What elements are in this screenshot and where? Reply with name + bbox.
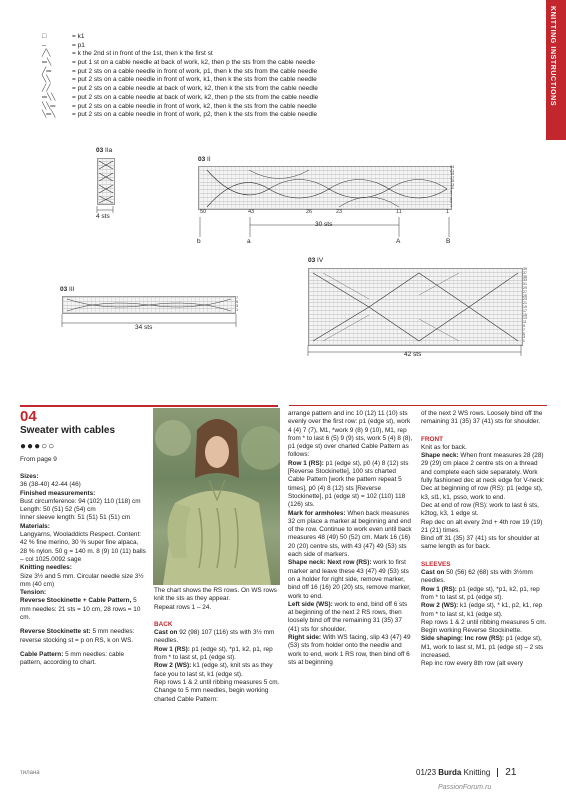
- legend-row: [42, 50, 382, 59]
- row-number: 3: [523, 335, 525, 340]
- row-number: 39: [523, 267, 527, 271]
- chart-iii-row-numbers: [236, 296, 248, 312]
- row-number: 1: [523, 339, 525, 344]
- row-number: 5: [450, 196, 453, 201]
- legend-row: [42, 111, 382, 120]
- row-number: 15: [450, 179, 455, 183]
- legend-row: [42, 85, 382, 94]
- row-number: 15: [523, 312, 527, 317]
- from-page: From page 9: [20, 456, 57, 463]
- row-number: 7: [523, 327, 525, 332]
- row-number: 9: [450, 189, 453, 194]
- row-number: 21: [523, 301, 527, 306]
- legend-description: = put 2 sts on a cable needle at back of work, k2, then p the sts from the cable needle: [72, 93, 319, 101]
- section-rule: [20, 405, 278, 407]
- row-number: 11: [450, 186, 454, 190]
- row-number: 13: [523, 316, 527, 321]
- row-number: 25: [523, 293, 527, 298]
- row-number: 13: [450, 182, 455, 187]
- chart-ii-sts: 30 sts: [315, 221, 333, 228]
- chart-ii-row-numbers: [450, 166, 464, 208]
- legend-row: [42, 94, 382, 103]
- watermark: PassionForum.ru: [438, 784, 492, 791]
- row-number: 9: [523, 323, 525, 328]
- row-number: 21: [450, 168, 455, 173]
- legend-symbol: ╱╲: [42, 50, 51, 58]
- chart-ii-tick-label: 1: [446, 209, 450, 215]
- section-rule-right: [289, 405, 547, 406]
- row-number: 3: [450, 200, 453, 204]
- legend-symbol: –: [42, 41, 46, 49]
- legend-symbol: ╱═: [42, 67, 52, 75]
- article-title: Sweater with cables: [20, 425, 116, 436]
- legend-description: = put 2 sts on a cable needle in front of work, p1, then k the sts from the cable needle: [72, 67, 318, 75]
- row-number: 19: [523, 304, 527, 309]
- chart-ii-marker-B: B: [446, 238, 451, 245]
- column-2: The chart shows the RS rows. On WS rows knit the sts as they appear. Repeat rows 1 – 24. BACK Cast on 92 (98) 107 (116) sts with 3½ mm needles. Row 1 (RS): p1 (edge st), *p1, k2, p1, rep from * to last st, p1 (edge st). Row 2 (WS): k1 (edge st), knit sts as they face you to last st, k1 (edge st). Rep rows 1 & 2 until ribbing measures 5 cm. Change to 5 mm needles, begin working charted Cable Pattern:: [154, 587, 280, 703]
- column-3: arrange pattern and inc 10 (12) 11 (10) sts evenly over the first row: p1 (edge st), work 4 (4) 7 (7), M1, *work 9 (8) 9 (10), M1, rep from * to last 6 (5) 9 (9) sts, work 5 (4) 8 (8), p1 (edge st) over charted Cable Pattern as follows: Row 1 (RS): p1 (edge st), p0 (4) 8 (12) sts [Reverse Stockinette], 100 sts charted Cable Pattern [work the pattern repeat 5 times], p0 (4) 8 (12) sts [Reverse Stockinette], p1 (edge st) = 102 (110) 118 (126) sts. Mark for armholes: When back measures 32 cm place a marker at beginning and end of the row. Continue to work even until back measures 48 (49) 50 (52) cm. Mark 16 (16) 20 (20) centre sts, with 43 (47) 49 (53) sts each side of markers. Shape neck: Next row (RS): work to first marker and leave these 43 (47) 49 (53) sts on a holder for right side, remove marker, bind off 16 (16) 20 (20) sts, remove marker, work to end. Left side (WS): work to end, bind off 6 sts at beginning of the next 2 RS rows, then loosely bind off the remaining 31 (35) 37 (41) sts for shoulder. Right side: With WS facing, slip 43 (47) 49 (53) sts from holder onto the needle and work to end, work 1 RS row, then bind off 6 sts at beginning: [288, 410, 413, 666]
- column-1: Sizes: 36 (38-40) 42-44 (46) Finished measurements: Bust circumference: 94 (102) 110 (118) cm Length: 50 (51) 52 (54) cm Inner sleeve length: 51 (51) 51 (51) cm Materials: Langyarns, Wooladdicts Respect. Content: 42 % fine merino, 30 % super fine alpaca, 28 % nylon. 50 g = 140 m. 8 (9) 10 (11) balls – col 1025.0092 sage Knitting needles: Size 3½ and 5 mm. Circular needle size 3½ mm (40 cm) Tension: Reverse Stockinette + Cable Pattern, 5 mm needles: 21 sts = 10 cm, 28 rows = 10 cm. Reverse Stockinette st: 5 mm needles: reverse stocking st = p on RS, k on WS. Cable Pattern: 5 mm needles: cable pattern, according to chart.: [20, 473, 146, 667]
- chart-iia-grid: [97, 158, 115, 205]
- legend-symbol: ╲╲: [42, 76, 51, 84]
- legend-symbol: □: [42, 33, 47, 40]
- chart-iv-row-numbers: [523, 268, 537, 344]
- footer-issue: 01/23 Burda Knitting 21: [416, 767, 517, 778]
- chart-iv-sts: 42 sts: [404, 351, 422, 358]
- row-number: 24: [450, 165, 455, 169]
- row-number: 27: [523, 289, 527, 294]
- row-number: 11: [523, 320, 527, 325]
- chart-ii-tick-label: 23: [336, 209, 343, 215]
- legend-description: = k the 2nd st in front of the 1st, then k the first st: [72, 50, 213, 58]
- chart-ii-tick-label: 50: [200, 209, 207, 215]
- legend-symbol: ╲═╲: [42, 111, 56, 119]
- legend-description: = put 2 sts on a cable needle in front of work, k1, then k the sts from the cable needle: [72, 76, 317, 84]
- legend-description: = put 2 sts on a cable needle in front of work, k2, then k the sts from the cable needle: [72, 102, 317, 110]
- row-number: 3: [236, 304, 239, 308]
- chart-ii-marker-b: b: [197, 238, 201, 245]
- article-number: 04: [20, 408, 37, 425]
- row-number: 5: [236, 300, 239, 304]
- chart-iia-sts: 4 sts: [96, 213, 110, 220]
- footer-credit: тилана: [20, 770, 40, 776]
- row-number: 37: [523, 270, 527, 275]
- legend-row: [42, 68, 382, 77]
- row-number: 17: [523, 308, 527, 313]
- sweater-photo: [153, 408, 280, 585]
- legend-symbol: ═╲╲: [42, 93, 56, 101]
- chart-ii-marker-A: A: [396, 238, 401, 245]
- legend-row: [42, 33, 382, 42]
- difficulty-rating: ●●●○○: [20, 441, 56, 452]
- row-number: 17: [450, 175, 455, 180]
- legend-row: [42, 76, 382, 85]
- chart-iii-label: 03 III: [60, 286, 75, 293]
- row-number: 1: [236, 308, 239, 312]
- row-number: 7: [450, 193, 453, 197]
- legend-symbol: ═╲: [42, 59, 52, 67]
- legend-description: = k1: [72, 33, 85, 40]
- row-number: 31: [523, 282, 527, 287]
- chart-iv-grid: [308, 268, 523, 346]
- chart-iia-label: 03 IIa: [96, 147, 113, 154]
- chart-ii-tick-label: 11: [396, 209, 402, 215]
- legend-description: = put 2 sts on a cable needle in front of work, p2, then k the sts from the cable needle: [72, 111, 318, 119]
- chart-iii-grid: [62, 296, 236, 314]
- chart-ii-grid: [198, 166, 452, 210]
- chart-ii-marker-a: a: [247, 238, 251, 245]
- legend-symbol: ╱╱: [42, 85, 51, 93]
- legend-description: = put 2 sts on a cable needle at back of work, k2, then k the sts from the cable needle: [72, 85, 318, 93]
- symbol-legend: [42, 33, 382, 120]
- row-number: 19: [450, 172, 455, 176]
- legend-row: [42, 103, 382, 112]
- row-number: 29: [523, 285, 527, 290]
- chart-ii-tick-label: 43: [248, 209, 255, 215]
- column-4: of the next 2 WS rows. Loosely bind off the remaining 31 (35) 37 (41) sts for shoulder. FRONT Knit as for back. Shape neck: When front measures 28 (28) 29 (29) cm place 2 centre sts on a thread and complete each side separately. Work fully fashioned dec at neck edge for V-neck: Dec at beginning of row (RS): p1 (edge st), k3, sl1, k1, psso, work to end. Dec at end of row (RS): work to last 6 sts, k2tog, k3, 1 edge st. Rep dec on alt every 2nd + 4th row 19 (19) 21 (21) times. Bind off 31 (35) 37 (41) sts for shoulder at same length as for back. SLEEVES Cast on 50 (56) 62 (68) sts with 3½mm needles. Row 1 (RS): p1 (edge st), *p1, k2, p1, rep from * to last st, p1 (edge st). Row 2 (WS): k1 (edge st), * k1, p2, k1, rep from * to last st, k1 (edge st). Rep rows 1 & 2 until ribbing measures 5 cm. Begin working Reverse Stockinette. Side shaping: Inc row (RS): p1 (edge st), M1, work to last st, M1, p1 (edge st) – 2 sts increased. Rep inc row every 8th row (alt every: [421, 410, 547, 668]
- chart-iii-sts: 34 sts: [135, 324, 153, 331]
- legend-description: = p1: [72, 41, 85, 49]
- legend-row: [42, 59, 382, 68]
- chart-ii-tick-label: 26: [306, 209, 313, 215]
- row-number: 35: [523, 274, 527, 279]
- row-number: 23: [523, 297, 527, 302]
- row-number: 33: [523, 278, 527, 283]
- legend-description: = put 1 st on a cable needle at back of work, k2, then p the sts from the cable needle: [72, 59, 315, 67]
- chart-iv-label: 03 IV: [308, 257, 324, 264]
- row-number: 5: [523, 331, 525, 336]
- legend-row: [42, 42, 382, 51]
- legend-symbol: ╲╲═: [42, 102, 56, 110]
- row-number: 1: [450, 203, 453, 208]
- side-tab-label: KNITTING INSTRUCTIONS: [549, 6, 556, 107]
- chart-ii-label: 03 II: [198, 156, 211, 163]
- section-side-tab: [546, 0, 566, 140]
- row-number: 7: [236, 296, 239, 300]
- page-number: 21: [505, 767, 517, 778]
